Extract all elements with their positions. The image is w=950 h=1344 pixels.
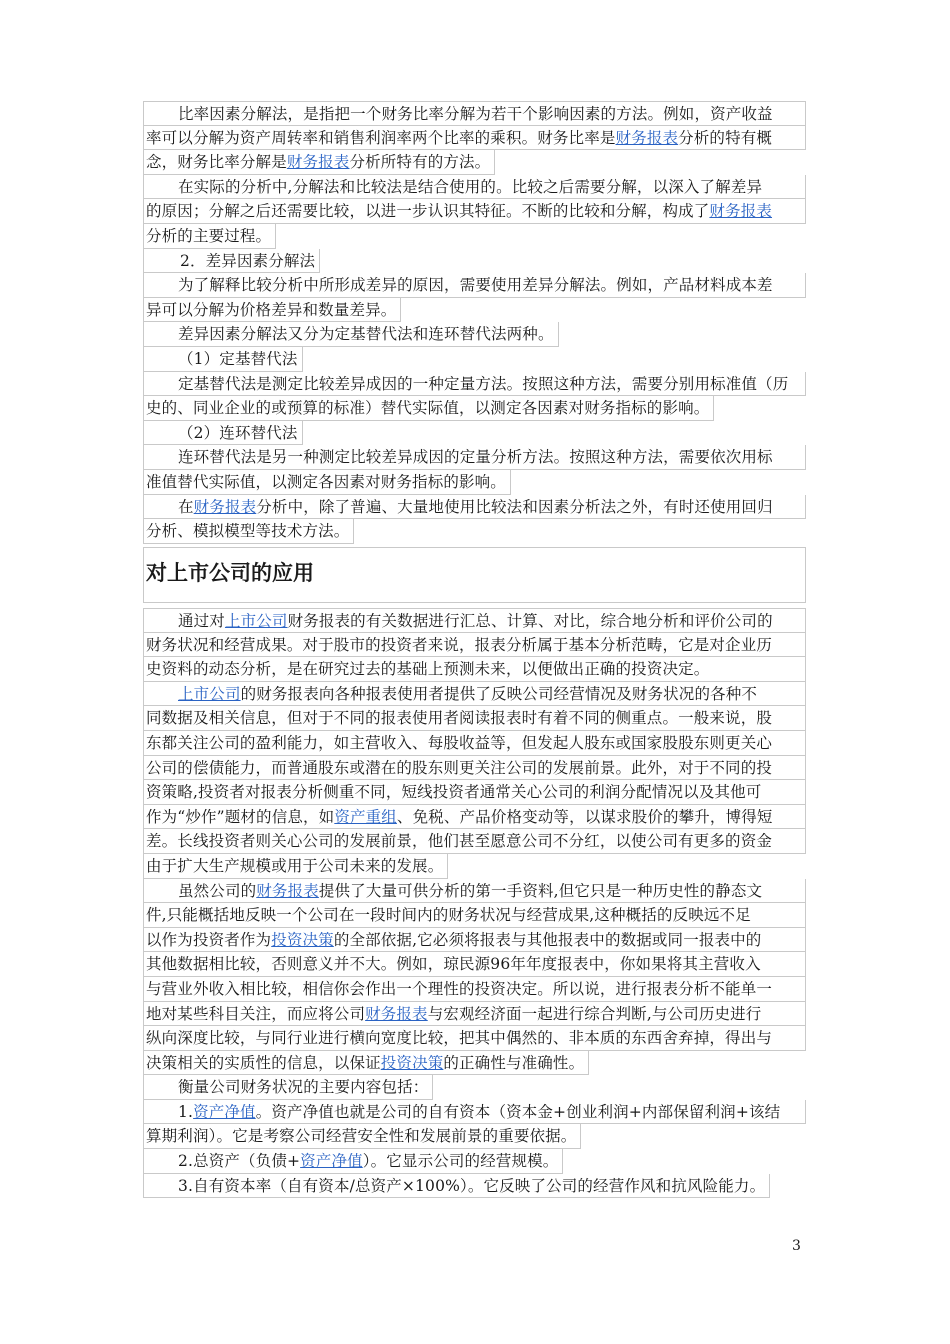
text-line: （2）连环替代法 <box>143 421 303 446</box>
text-line: 算期利润）。它是考察公司经营安全性和发展前景的重要依据。 <box>143 1124 581 1149</box>
text-line: 件,只能概括地反映一个公司在一段时间内的财务状况与经营成果,这种概括的反映远不足 <box>143 903 806 928</box>
text-line: 财务状况和经营成果。对于股市的投资者来说，报表分析属于基本分析范畴，它是对企业历 <box>143 633 806 658</box>
text-line: （1）定基替代法 <box>143 347 303 372</box>
hyperlink[interactable]: 财务报表 <box>709 202 773 221</box>
hyperlink[interactable]: 财务报表 <box>286 153 350 172</box>
paragraph <box>143 445 806 494</box>
hyperlink[interactable]: 资产净值 <box>193 1102 256 1121</box>
paragraph <box>143 608 806 682</box>
text-line: 连环替代法是另一种测定比较差异成因的定量分析方法。按照这种方法，需要依次用标 <box>143 445 806 470</box>
text-line: 其他数据相比较，否则意义并不大。例如，琼民源96年年度报表中，你如果将其主营收入 <box>143 952 806 977</box>
text-block-methods <box>143 101 806 544</box>
text-line: 由于扩大生产规模或用于公司未来的发展。 <box>143 854 448 879</box>
text-line: 念，财务比率分解是财务报表分析所特有的方法。 <box>143 150 495 175</box>
text-line: 2．差异因素分解法 <box>143 249 320 274</box>
hyperlink[interactable]: 投资决策 <box>380 1053 444 1072</box>
text-line: 分析、模拟模型等技术方法。 <box>143 519 354 544</box>
paragraph <box>143 273 806 322</box>
text-line: 作为“炒作”题材的信息，如资产重组、免税、产品价格变动等，以谋求股价的攀升，博得短 <box>143 805 806 830</box>
text-block-application <box>143 608 806 1198</box>
text-line: 地对某些科目关注，而应将公司财务报表与宏观经济面一起进行综合判断,与公司历史进行 <box>143 1002 806 1027</box>
text-line: 资策略,投资者对报表分析侧重不同，短线投资者通常关心公司的利润分配情况以及其他可 <box>143 780 806 805</box>
text-line: 2.总资产（负债+资产净值）。它显示公司的经营规模。 <box>143 1149 563 1174</box>
paragraph <box>143 495 806 544</box>
text-line: 的原因；分解之后还需要比较，以进一步认识其特征。不断的比较和分解，构成了财务报表 <box>143 199 806 224</box>
hyperlink[interactable]: 财务报表 <box>615 128 679 147</box>
text-line: 为了解释比较分析中所形成差异的原因，需要使用差异分解法。例如，产品材料成本差 <box>143 273 806 298</box>
text-line: 以作为投资者作为投资决策的全部依据,它必须将报表与其他报表中的数据或同一报表中的 <box>143 928 806 953</box>
paragraph <box>143 879 806 1076</box>
paragraph <box>143 372 806 421</box>
paragraph <box>143 322 806 347</box>
text-line: 1.资产净值。资产净值也就是公司的自有资本（资本金+创业利润+内部保留利润+该结 <box>143 1100 806 1125</box>
section-heading: 对上市公司的应用 <box>143 547 806 603</box>
text-line: 虽然公司的财务报表提供了大量可供分析的第一手资料,但它只是一种历史性的静态文 <box>143 879 806 904</box>
hyperlink[interactable]: 上市公司 <box>178 684 241 703</box>
hyperlink[interactable]: 上市公司 <box>224 612 288 630</box>
paragraph <box>143 101 806 175</box>
subheading <box>143 421 806 446</box>
text-line: 决策相关的实质性的信息，以保证投资决策的正确性与准确性。 <box>143 1051 589 1076</box>
text-line: 在实际的分析中,分解法和比较法是结合使用的。比较之后需要分解，以深入了解差异 <box>143 175 806 200</box>
text-line: 差异因素分解法又分为定基替代法和连环替代法两种。 <box>143 322 559 347</box>
text-line: 在财务报表分析中，除了普遍、大量地使用比较法和因素分析法之外，有时还使用回归 <box>143 495 806 520</box>
hyperlink[interactable]: 财务报表 <box>193 497 257 516</box>
page-number: 3 <box>792 1238 801 1254</box>
paragraph <box>143 175 806 249</box>
hyperlink[interactable]: 资产净值 <box>300 1152 363 1171</box>
text-line: 史资料的动态分析，是在研究过去的基础上预测未来，以便做出正确的投资决定。 <box>143 657 806 682</box>
text-line: 异可以分解为价格差异和数量差异。 <box>143 298 401 323</box>
subheading <box>143 249 806 274</box>
text-line: 公司的偿债能力，而普通股东或潜在的股东则更关注公司的发展前景。此外，对于不同的投 <box>143 756 806 781</box>
text-line: 准值替代实际值，以测定各因素对财务指标的影响。 <box>143 470 511 495</box>
text-line: 分析的主要过程。 <box>143 224 276 249</box>
text-line: 率可以分解为资产周转率和销售利润率两个比率的乘积。财务比率是财务报表分析的特有概 <box>143 126 806 151</box>
text-line: 东都关注公司的盈利能力，如主营收入、每股收益等，但发起人股东或国家股股东则更关心 <box>143 731 806 756</box>
hyperlink[interactable]: 投资决策 <box>271 930 334 949</box>
list-item <box>143 1174 806 1199</box>
subheading <box>143 347 806 372</box>
text-line: 与营业外收入相比较，相信你会作出一个理性的投资决定。所以说，进行报表分析不能单一 <box>143 977 806 1002</box>
text-line: 同数据及相关信息，但对于不同的报表使用者阅读报表时有着不同的侧重点。一般来说，股 <box>143 706 806 731</box>
hyperlink[interactable]: 财务报表 <box>256 881 319 900</box>
list-item <box>143 1149 806 1174</box>
hyperlink[interactable]: 资产重组 <box>334 807 397 826</box>
text-line: 比率因素分解法，是指把一个财务比率分解为若干个影响因素的方法。例如，资产收益 <box>143 101 806 126</box>
text-line: 3.自有资本率（自有资本/总资产×100%）。它反映了公司的经营作风和抗风险能力。 <box>143 1174 770 1199</box>
text-line: 上市公司的财务报表向各种报表使用者提供了反映公司经营情况及财务状况的各种不 <box>143 682 806 707</box>
hyperlink[interactable]: 财务报表 <box>365 1004 428 1023</box>
text-line: 纵向深度比较，与同行业进行横向宽度比较，把其中偶然的、非本质的东西舍弃掉，得出与 <box>143 1026 806 1051</box>
paragraph <box>143 1075 806 1100</box>
text-line: 差。长线投资者则关心公司的发展前景，他们甚至愿意公司不分红，以使公司有更多的资金 <box>143 829 806 854</box>
paragraph <box>143 682 806 879</box>
text-line: 史的、同业企业的或预算的标准）替代实际值，以测定各因素对财务指标的影响。 <box>143 396 714 421</box>
text-line: 通过对上市公司财务报表的有关数据进行汇总、计算、对比，综合地分析和评价公司的 <box>143 608 806 633</box>
list-item <box>143 1100 806 1149</box>
text-line: 定基替代法是测定比较差异成因的一种定量方法。按照这种方法，需要分别用标准值（历 <box>143 372 806 397</box>
text-line: 衡量公司财务状况的主要内容包括： <box>143 1075 433 1100</box>
